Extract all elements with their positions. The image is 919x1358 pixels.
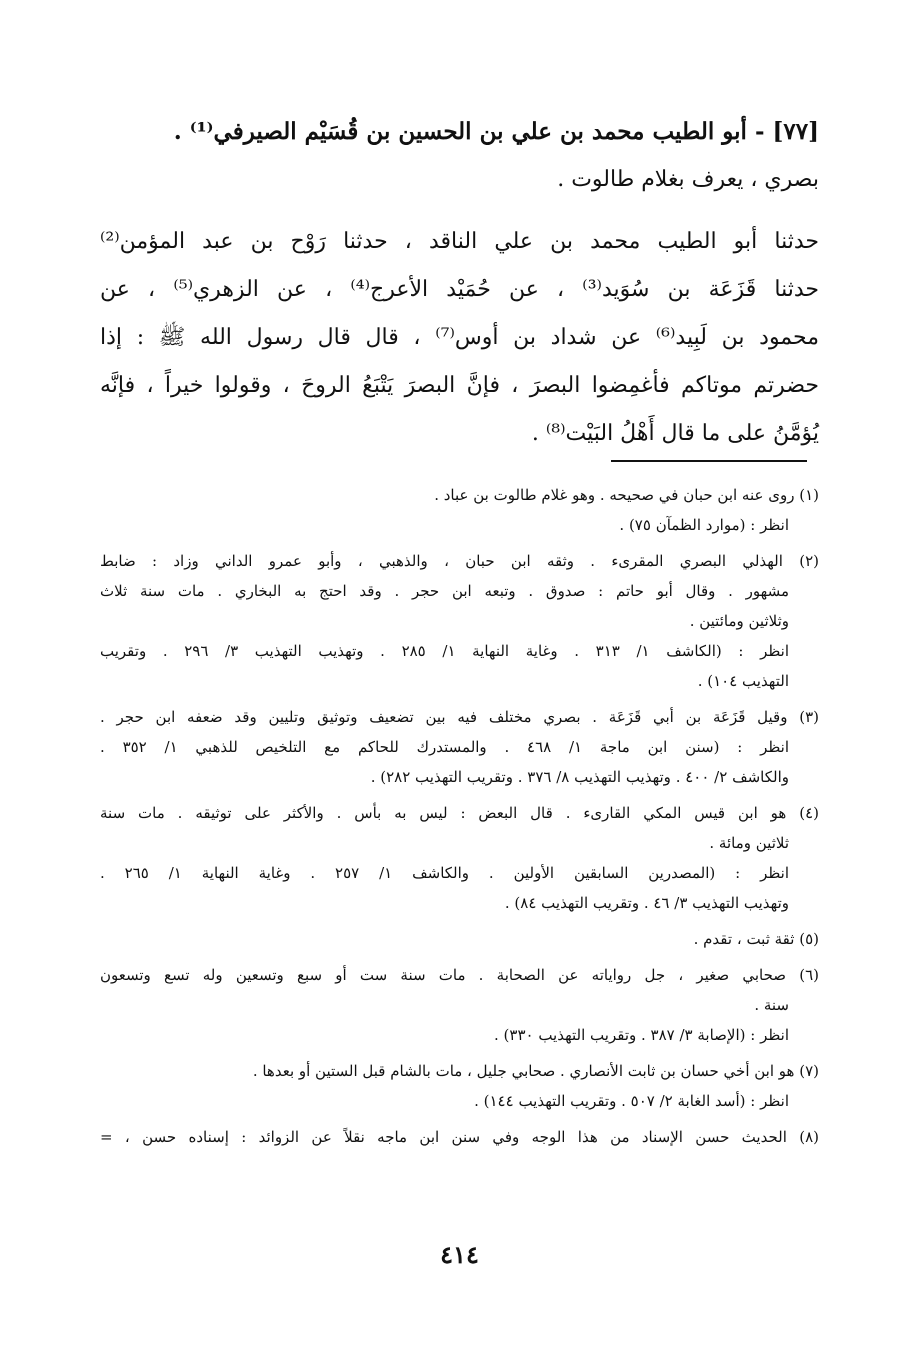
footnote-line: (١) روى عنه ابن حبان في صحيحه . وهو غلام طالوت بن عباد . — [434, 486, 819, 504]
footnote-line: وثلاثين ومائتين . — [689, 612, 789, 630]
footnote-reference: التهذيب ١٠٤) . — [697, 672, 789, 690]
hadith-line: حدثنا قَزَعَة بن سُوَيد⁽³⁾ ، عن حُمَيْد الأعرج⁽⁴⁾ ، عن الزهري⁽⁵⁾ ، عن — [100, 277, 819, 302]
hadith-line: محمود بن لَبِيد⁽⁶⁾ عن شداد بن أوس⁽⁷⁾ ، قال قال رسول الله ﷺ : إذا — [100, 325, 820, 350]
entry-title: [٧٧] - أبو الطيب محمد بن علي بن الحسين بن قُسَيْم الصيرفي⁽¹⁾ . — [173, 118, 819, 145]
footnote-reference: انظر : (سنن ابن ماجة ١/ ٤٦٨ . والمستدرك للحاكم مع التلخيص للذهبي ١/ ٣٥٢ . — [100, 738, 790, 756]
hadith-line: حدثنا أبو الطيب محمد بن علي الناقد ، حدثنا رَوْح بن عبد المؤمن⁽²⁾ — [100, 229, 819, 254]
footnote-reference: انظر : (المصدرين السابقين الأولين . والكاشف ١/ ٢٥٧ . وغاية النهاية ١/ ٢٦٥ . — [100, 864, 789, 882]
footnote-line: ثلاثين ومائة . — [709, 834, 789, 852]
footnote-line: (٤) هو ابن قيس المكي القارىء . قال البعض : ليس به بأس . والأكثر على توثيقه . مات سنة — [100, 804, 819, 822]
footnote-line: (٣) وقيل قَزَعَة بن أبي قَزَعَة . بصري مختلف فيه بين تضعيف وتوثيق وتليين وقد ضعفه ابن حجر . — [100, 708, 819, 726]
main-text — [100, 108, 819, 458]
entry-subtitle: بصري ، يعرف بغلام طالوت . — [557, 167, 819, 192]
footnote-reference: انظر : (أسد الغابة ٢/ ٥٠٧ . وتقريب التهذيب ١٤٤) . — [474, 1092, 789, 1110]
footnote-line: (٧) هو ابن أخي حسان بن ثابت الأنصاري . صحابي جليل ، مات بالشام قبل الستين أو بعدها . — [252, 1062, 819, 1080]
hadith-line: حضرتم موتاكم فأغمِضوا البصرَ ، فإنَّ البصرَ يَتْبَعُ الروحَ ، وقولوا خيراً ، فإنَّه — [100, 373, 819, 398]
footnote-reference: وتهذيب التهذيب ٣/ ٤٦ . وتقريب التهذيب ٨٤) . — [504, 894, 789, 912]
footnote-line: (٢) الهذلي البصري المقرىء . وثقه ابن حبان ، والذهبي ، وأبو عمرو الداني وزاد : ضابط — [100, 552, 819, 570]
footnote-reference: والكاشف ٢/ ٤٠٠ . وتهذيب التهذيب ٨/ ٣٧٦ . وتقريب التهذيب ٢٨٢) . — [370, 768, 789, 786]
footnote-reference: انظر : (موارد الظمآن ٧٥) . — [619, 516, 789, 534]
footnote-line: (٨) الحديث حسن الإسناد من هذا الوجه وفي سنن ابن ماجه نقلاً عن الزوائد : إسناده حسن ، = — [100, 1128, 819, 1146]
footnote-separator — [611, 460, 807, 462]
footnote-reference: انظر : (الكاشف ١/ ٣١٣ . وغاية النهاية ١/ ٢٨٥ . وتهذيب التهذيب ٣/ ٢٩٦ . وتقريب — [100, 642, 790, 660]
footnote-line: (٥) ثقة ثبت ، تقدم . — [693, 930, 819, 948]
footnote-line: (٦) صحابي صغير ، جل رواياته عن الصحابة . مات سنة ست أو سبع وتسعين وله تسع وتسعون — [100, 966, 819, 984]
footnote-reference: انظر : (الإصابة ٣/ ٣٨٧ . وتقريب التهذيب ٣٣٠) . — [494, 1026, 789, 1044]
footnotes — [100, 480, 819, 1152]
footnote-line: سنة . — [754, 996, 789, 1014]
hadith-line: يُؤمَّنُ على ما قال أَهْلُ البَيْت⁽⁸⁾ . — [531, 421, 819, 446]
footnote-line: مشهور . وقال أبو حاتم : صدوق . وتبعه ابن حجر . وقد احتج به البخاري . مات سنة ثلاث — [100, 582, 789, 600]
page-number: ٤١٤ — [440, 1240, 479, 1269]
